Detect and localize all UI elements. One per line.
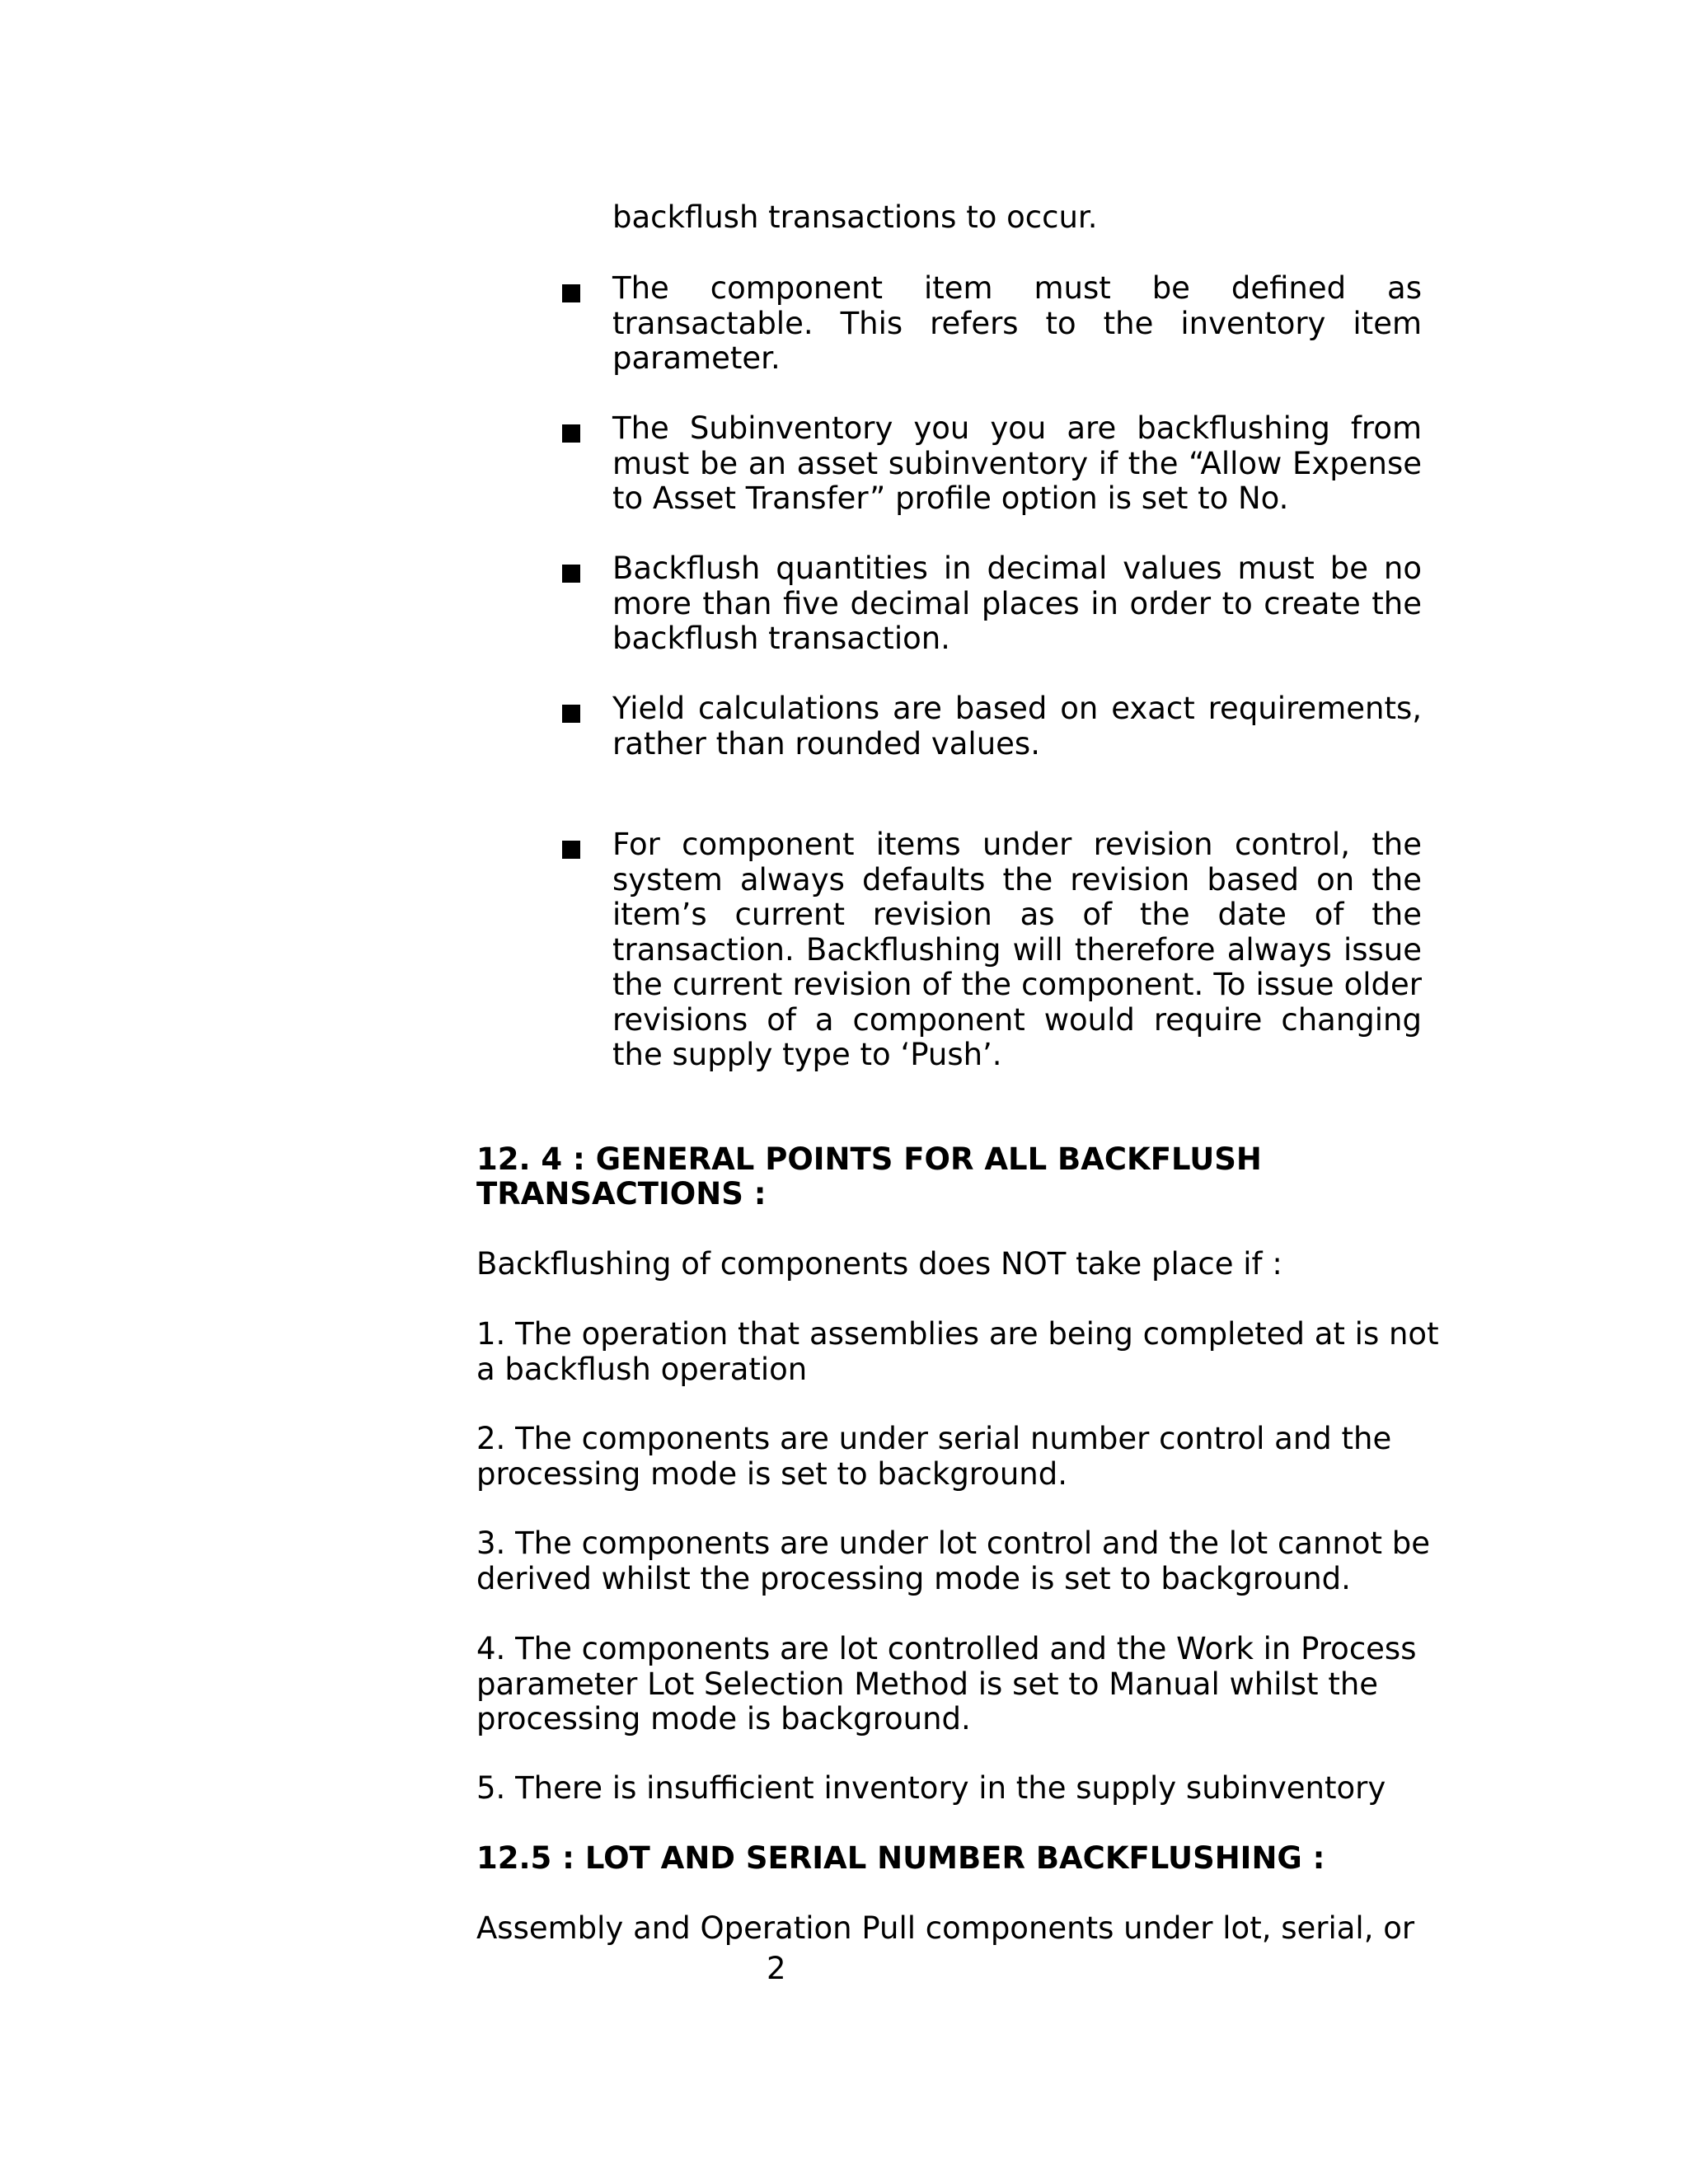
numbered-item: 3. The components are under lot control and the lot cannot be derived whilst the processing mode is set to background. [476,1526,1431,1596]
bullet-item: The Subinventory you you are backflushing from must be an asset subinventory if the “Allow Expense to Asset Transfer” profile option is set to No. [612,410,1422,516]
section-text-12-5: Assembly and Operation Pull components under lot, serial, or [476,1910,1415,1946]
bullet-square-icon [562,565,580,583]
section-heading-12-4-line2: TRANSACTIONS : [476,1176,767,1212]
bullet-square-icon [562,841,580,859]
bullet-square-icon [562,284,580,302]
numbered-item: 2. The components are under serial number control and the processing mode is set to background. [476,1421,1392,1492]
bullet-item: For component items under revision control, the system always defaults the revision based on the item’s current revision as of the date of the transaction. Backflushing will therefore always issue the current revision of the component. To issue older revisions of a component would require changing the supply type to ‘Push’. [612,827,1422,1072]
numbered-item: 1. The operation that assemblies are being completed at is not a backflush operation [476,1316,1439,1387]
bullet-square-icon [562,424,580,443]
bullet-square-icon [562,705,580,723]
numbered-item: 5. There is insufficient inventory in the supply subinventory [476,1770,1386,1806]
bullet-item: Backflush quantities in decimal values must be no more than five decimal places in order to create the backflush transaction. [612,551,1422,656]
numbered-item: 4. The components are lot controlled and the Work in Process parameter Lot Selection Method is set to Manual whilst the processing mode is background. [476,1631,1417,1736]
continuation-line: backflush transactions to occur. [612,199,1098,235]
section-heading-12-4-line1: 12. 4 : GENERAL POINTS FOR ALL BACKFLUSH [476,1141,1262,1177]
section-intro: Backflushing of components does NOT take place if : [476,1246,1282,1282]
section-heading-12-5: 12.5 : LOT AND SERIAL NUMBER BACKFLUSHING : [476,1840,1325,1876]
bullet-item: The component item must be defined as transactable. This refers to the inventory item parameter. [612,270,1422,376]
page-number: 2 [767,1951,786,1986]
bullet-item: Yield calculations are based on exact requirements, rather than rounded values. [612,691,1422,762]
